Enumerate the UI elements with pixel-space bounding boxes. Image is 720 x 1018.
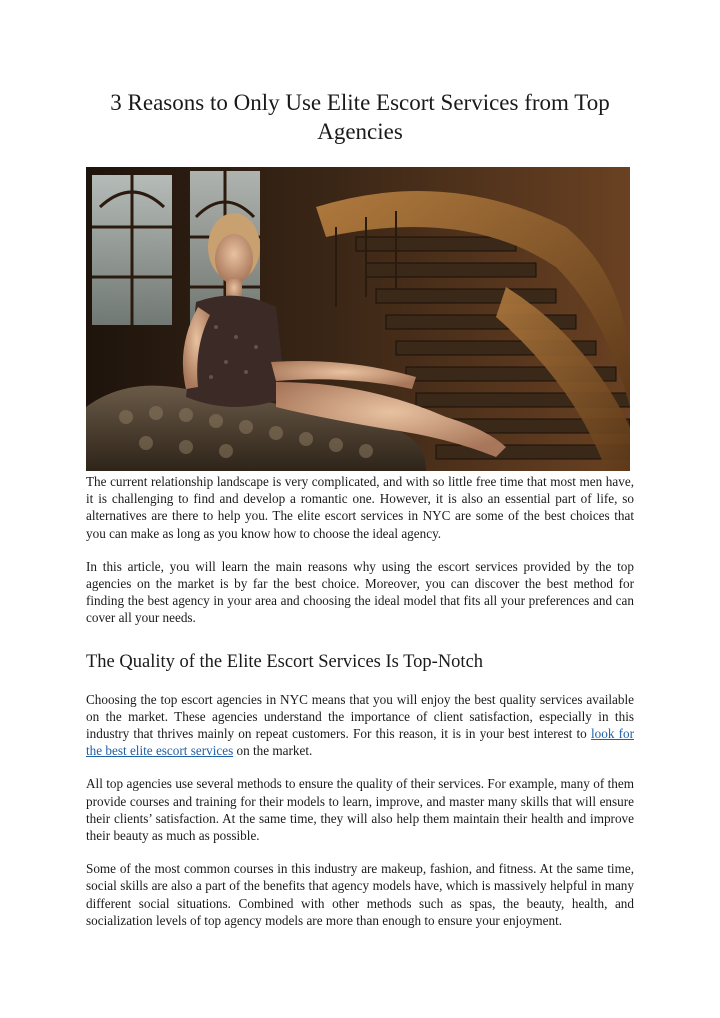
document-page	[86, 0, 634, 929]
intro-paragraph-2: In this article, you will learn the main reasons why using the escort services provided by the top agencies on the market is by far the best choice. Moreover, you can discover the best method for finding the best agency in your area and choosing the ideal model that fits all your preferences and can cover all your needs.	[86, 558, 634, 626]
document-title: 3 Reasons to Only Use Elite Escort Services from Top Agencies	[110, 90, 610, 144]
section-paragraph-1-text-before: Choosing the top escort agencies in NYC means that you will enjoy the best quality services available on the market. These agencies understand the importance of client satisfaction, especially in this industry that thrives mainly on repeat customers. For this reason, it is in your best interest to	[86, 691, 634, 742]
section-paragraph-3: Some of the most common courses in this industry are makeup, fashion, and fitness. At the same time, social skills are also a part of the benefits that agency models have, which is massively helpful in many different social situations. Combined with other methods such as spas, the beauty, health, and socialization levels of top agency models are more than enough to ensure your enjoyment.	[86, 861, 634, 928]
elite-escort-services-link[interactable]: look for the best elite escort services	[86, 726, 634, 759]
hero-image	[86, 167, 630, 471]
hero-illustration	[86, 167, 630, 471]
section-paragraph-1-text-after: on the market.	[233, 743, 313, 759]
intro-paragraph-1: The current relationship landscape is very complicated, and with so little free time that most men have, it is challenging to find and develop a romantic one. However, it is also an essential part of life, so alternatives are there to help you. The elite escort services in NYC are some of the best choices that you can make as long as you know how to choose the ideal agency.	[86, 474, 634, 541]
section-paragraph-1	[86, 691, 634, 760]
section-paragraph-2: All top agencies use several methods to ensure the quality of their services. For example, many of them provide courses and training for their models to learn, improve, and master many skills that will ensure their clients’ satisfaction. At the same time, they will also help them maintain their health and improve their beauty as much as possible.	[86, 776, 634, 844]
section-heading: The Quality of the Elite Escort Services Is Top-Notch	[86, 651, 484, 672]
